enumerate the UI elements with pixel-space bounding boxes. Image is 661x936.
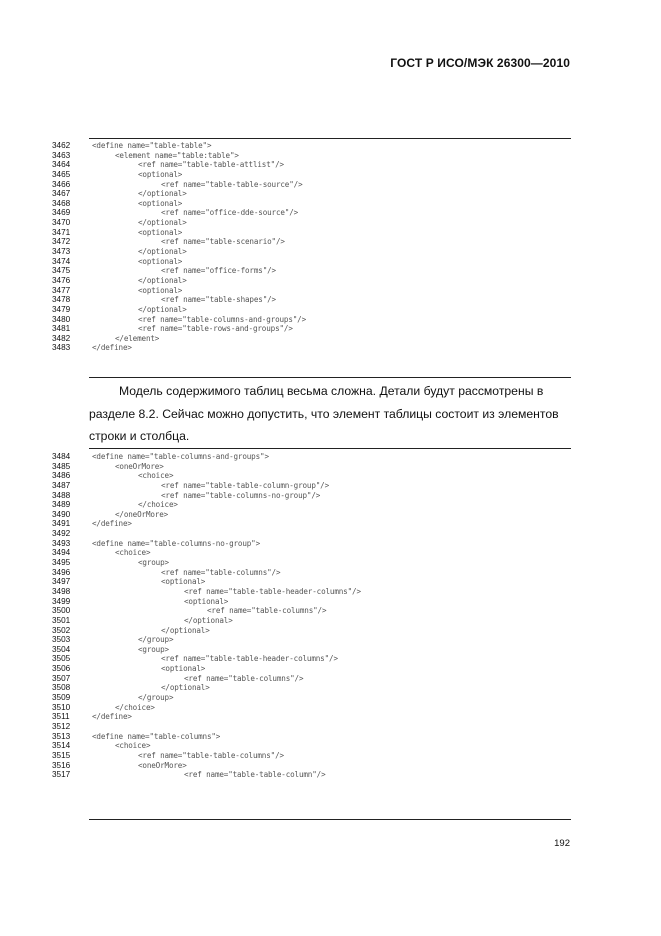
code-line — [0, 491, 661, 501]
code-text: <optional> — [138, 198, 183, 208]
line-number: 3485 — [52, 461, 71, 471]
code-text: <group> — [138, 644, 169, 654]
code-text: <optional> — [161, 577, 206, 587]
code-line — [0, 722, 661, 732]
code-text: <element name="table:table"> — [115, 150, 239, 160]
line-number: 3514 — [52, 741, 71, 751]
line-number: 3499 — [52, 596, 71, 606]
code-line — [0, 247, 661, 257]
code-text: </define> — [92, 519, 132, 529]
line-number: 3463 — [52, 150, 71, 160]
code-line — [0, 529, 661, 539]
line-number: 3496 — [52, 567, 71, 577]
line-number: 3465 — [52, 169, 71, 179]
code-text: </element> — [115, 333, 160, 343]
line-number: 3517 — [52, 770, 71, 780]
code-text: <ref name="table-shapes"/> — [161, 295, 276, 305]
line-number: 3462 — [52, 141, 71, 150]
code-text: <ref name="table-table-header-columns"/> — [161, 654, 338, 664]
code-line — [0, 266, 661, 276]
line-number: 3475 — [52, 266, 71, 276]
line-number: 3486 — [52, 471, 71, 481]
code-text: <ref name="office-forms"/> — [161, 266, 276, 276]
code-line — [0, 305, 661, 315]
code-text: </optional> — [184, 615, 233, 625]
code-text: </optional> — [138, 275, 187, 285]
line-number: 3513 — [52, 731, 71, 741]
code-line — [0, 151, 661, 161]
line-number: 3467 — [52, 189, 71, 199]
line-number: 3464 — [52, 160, 71, 170]
code-text: </define> — [92, 712, 132, 722]
code-line — [0, 452, 661, 462]
code-line — [0, 315, 661, 325]
code-line — [0, 471, 661, 481]
line-number: 3503 — [52, 635, 71, 645]
code-line — [0, 712, 661, 722]
paragraph-line-2: разделе 8.2. Сейчас можно допустить, что элемент таблицы состоит из элементов — [89, 406, 559, 421]
code-text: <ref name="table-columns"/> — [207, 606, 327, 616]
line-number: 3509 — [52, 693, 71, 703]
code-line — [0, 606, 661, 616]
code-text: <ref name="table-table-column-group"/> — [161, 480, 330, 490]
line-number: 3483 — [52, 343, 71, 353]
body-paragraph — [89, 380, 571, 448]
code-line — [0, 519, 661, 529]
code-text: <ref name="table-table-column"/> — [184, 770, 326, 780]
line-number: 3474 — [52, 256, 71, 266]
code-text: <oneOrMore> — [138, 760, 187, 770]
code-line — [0, 761, 661, 771]
code-text: <optional> — [138, 169, 183, 179]
code-text: <ref name="table-table-source"/> — [161, 179, 303, 189]
code-text: <define name="table-table"> — [92, 141, 212, 150]
code-text: <optional> — [138, 285, 183, 295]
line-number: 3502 — [52, 625, 71, 635]
line-number: 3511 — [52, 712, 70, 722]
code-line — [0, 597, 661, 607]
code-text: <define name="table-columns-and-groups"> — [92, 452, 269, 461]
code-text: <ref name="table-columns"/> — [184, 673, 304, 683]
code-text: </optional> — [138, 304, 187, 314]
code-text: </oneOrMore> — [115, 509, 169, 519]
code-line — [0, 141, 661, 151]
line-number: 3480 — [52, 314, 71, 324]
code-line — [0, 286, 661, 296]
line-number: 3516 — [52, 760, 71, 770]
code-text: </choice> — [115, 702, 155, 712]
code-line — [0, 218, 661, 228]
code-text: <optional> — [138, 256, 183, 266]
line-number: 3476 — [52, 275, 71, 285]
code-line — [0, 626, 661, 636]
line-number: 3501 — [52, 615, 71, 625]
top-rule-2 — [89, 448, 571, 449]
code-text: <optional> — [138, 227, 183, 237]
code-line — [0, 481, 661, 491]
code-line — [0, 276, 661, 286]
line-number: 3482 — [52, 333, 71, 343]
code-line — [0, 587, 661, 597]
code-text: <ref name="table-table-columns"/> — [138, 750, 284, 760]
line-number: 3468 — [52, 198, 71, 208]
code-line — [0, 324, 661, 334]
code-line — [0, 257, 661, 267]
line-number: 3504 — [52, 644, 71, 654]
code-text: <ref name="office-dde-source"/> — [161, 208, 299, 218]
line-number: 3472 — [52, 237, 71, 247]
line-number: 3487 — [52, 480, 71, 490]
code-text: </optional> — [138, 189, 187, 199]
code-text: <ref name="table-rows-and-groups"/> — [138, 324, 293, 334]
paragraph-line-1: Модель содержимого таблиц весьма сложна. Детали будут рассмотрены в — [119, 384, 544, 398]
code-line — [0, 500, 661, 510]
line-number: 3512 — [52, 721, 71, 731]
code-line — [0, 770, 661, 780]
code-line — [0, 160, 661, 170]
code-text: <ref name="table-table-attlist"/> — [138, 160, 284, 170]
line-number: 3488 — [52, 490, 71, 500]
code-line — [0, 693, 661, 703]
code-text: </optional> — [161, 625, 210, 635]
code-line — [0, 334, 661, 344]
bottom-rule-1 — [89, 377, 571, 378]
line-number: 3471 — [52, 227, 71, 237]
code-line — [0, 295, 661, 305]
code-line — [0, 539, 661, 549]
code-line — [0, 558, 661, 568]
line-number: 3481 — [52, 324, 71, 334]
line-number: 3492 — [52, 529, 71, 539]
line-number: 3490 — [52, 509, 71, 519]
line-number: 3505 — [52, 654, 71, 664]
line-number: 3507 — [52, 673, 71, 683]
code-text: <oneOrMore> — [115, 461, 164, 471]
code-line — [0, 343, 661, 353]
code-line — [0, 548, 661, 558]
code-line — [0, 654, 661, 664]
line-number: 3484 — [52, 452, 71, 461]
document-header: ГОСТ Р ИСО/МЭК 26300—2010 — [390, 56, 570, 70]
code-block-1 — [0, 141, 661, 353]
code-text: </group> — [138, 635, 174, 645]
code-line — [0, 741, 661, 751]
line-number: 3489 — [52, 500, 71, 510]
code-text: </define> — [92, 343, 132, 353]
code-text: </choice> — [138, 500, 178, 510]
line-number: 3510 — [52, 702, 71, 712]
line-number: 3466 — [52, 179, 71, 189]
code-text: <choice> — [115, 741, 151, 751]
line-number: 3469 — [52, 208, 71, 218]
code-line — [0, 683, 661, 693]
line-number: 3495 — [52, 558, 71, 568]
code-text: </group> — [138, 693, 174, 703]
code-line — [0, 170, 661, 180]
line-number: 3498 — [52, 586, 71, 596]
line-number: 3470 — [52, 218, 71, 228]
line-number: 3497 — [52, 577, 71, 587]
code-block-2 — [0, 452, 661, 780]
line-number: 3477 — [52, 285, 71, 295]
line-number: 3506 — [52, 664, 71, 674]
code-line — [0, 616, 661, 626]
code-text: <optional> — [161, 664, 206, 674]
code-line — [0, 462, 661, 472]
code-line — [0, 568, 661, 578]
code-line — [0, 189, 661, 199]
code-line — [0, 703, 661, 713]
code-line — [0, 577, 661, 587]
line-number: 3479 — [52, 304, 71, 314]
code-text: </optional> — [138, 218, 187, 228]
code-line — [0, 674, 661, 684]
line-number: 3508 — [52, 683, 71, 693]
top-rule-1 — [89, 138, 571, 139]
code-text: <ref name="table-columns"/> — [161, 567, 281, 577]
line-number: 3515 — [52, 750, 71, 760]
code-text: <ref name="table-scenario"/> — [161, 237, 285, 247]
code-text: <optional> — [184, 596, 229, 606]
code-line — [0, 237, 661, 247]
code-line — [0, 645, 661, 655]
code-line — [0, 732, 661, 742]
code-text: <define name="table-columns"> — [92, 731, 221, 741]
line-number: 3473 — [52, 247, 71, 257]
line-number: 3493 — [52, 538, 71, 548]
code-text: <ref name="table-columns-and-groups"/> — [138, 314, 307, 324]
code-text: </optional> — [138, 247, 187, 257]
page-number: 192 — [554, 838, 570, 849]
code-text: <choice> — [138, 471, 174, 481]
code-text: <group> — [138, 558, 169, 568]
code-text: </optional> — [161, 683, 210, 693]
code-line — [0, 199, 661, 209]
code-text: <define name="table-columns-no-group"> — [92, 538, 261, 548]
code-line — [0, 510, 661, 520]
code-line — [0, 635, 661, 645]
paragraph-line-3: строки и столбца. — [89, 429, 190, 443]
code-line — [0, 208, 661, 218]
code-line — [0, 751, 661, 761]
line-number: 3494 — [52, 548, 71, 558]
code-text: <ref name="table-columns-no-group"/> — [161, 490, 321, 500]
code-line — [0, 228, 661, 238]
line-number: 3491 — [52, 519, 71, 529]
code-text: <choice> — [115, 548, 151, 558]
code-line — [0, 180, 661, 190]
code-line — [0, 664, 661, 674]
code-text: <ref name="table-table-header-columns"/> — [184, 586, 361, 596]
line-number: 3500 — [52, 606, 71, 616]
bottom-rule-2 — [89, 819, 571, 820]
line-number: 3478 — [52, 295, 71, 305]
